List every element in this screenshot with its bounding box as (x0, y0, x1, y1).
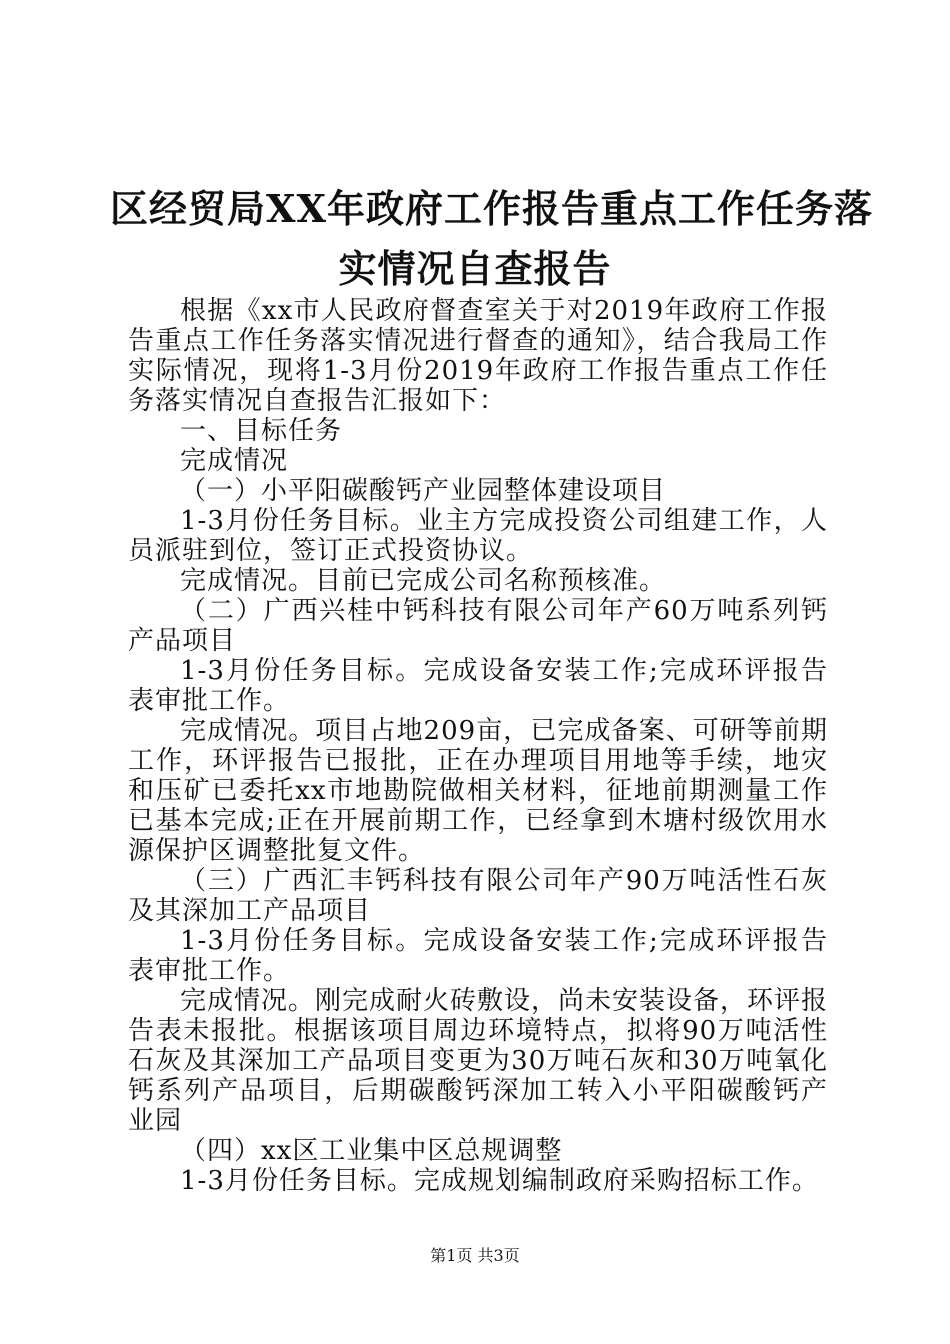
section-heading-goals: 一、目标任务 (180, 416, 343, 446)
item2-status: 完成情况。项目占地209亩，已完成备案、可研等前期工作，环评报告已报批，正在办理项目用地等手续，地灾和压矿已委托xx市地勘院做相关材料，征地前期测量工作已基本完成;正在开展前期工作，已经拿到木塘村级饮用水源保护区调整批复文件。 (128, 716, 828, 866)
item2-target: 1-3月份任务目标。完成设备安装工作;完成环评报告表审批工作。 (128, 656, 828, 716)
item4-target: 1-3月份任务目标。完成规划编制政府采购招标工作。 (180, 1166, 819, 1196)
item1-target: 1-3月份任务目标。业主方完成投资公司组建工作，人员派驻到位，签订正式投资协议。 (128, 506, 828, 566)
paragraph-intro: 根据《xx市人民政府督查室关于对2019年政府工作报告重点工作任务落实情况进行督查的通知》，结合我局工作实际情况，现将1-3月份2019年政府工作报告重点工作任务落实情况自查报告汇报如下： (128, 296, 828, 416)
page-footer: 第1页 共3页 (430, 1246, 520, 1265)
item-heading-3: （三）广西汇丰钙科技有限公司年产90万吨活性石灰及其深加工产品项目 (128, 866, 828, 926)
item1-status: 完成情况。目前已完成公司名称预核准。 (180, 566, 667, 596)
document-title-line1: 区经贸局XX年政府工作报告重点工作任务落 (110, 186, 873, 231)
document-title-line2: 实情况自查报告 (338, 246, 612, 291)
item-heading-4: （四）xx区工业集中区总规调整 (180, 1136, 563, 1166)
subheading-completion: 完成情况 (180, 446, 289, 476)
item-heading-2: （二）广西兴桂中钙科技有限公司年产60万吨系列钙产品项目 (128, 596, 828, 656)
item3-target: 1-3月份任务目标。完成设备安装工作;完成环评报告表审批工作。 (128, 926, 828, 986)
document-body (128, 296, 828, 1196)
item-heading-1: （一）小平阳碳酸钙产业园整体建设项目 (180, 476, 667, 506)
item3-status: 完成情况。刚完成耐火砖敷设，尚未安装设备，环评报告表未报批。根据该项目周边环境特点，拟将90万吨活性石灰及其深加工产品项目变更为30万吨石灰和30万吨氧化钙系列产品项目，后期碳酸钙深加工转入小平阳碳酸钙产业园 (128, 986, 829, 1136)
